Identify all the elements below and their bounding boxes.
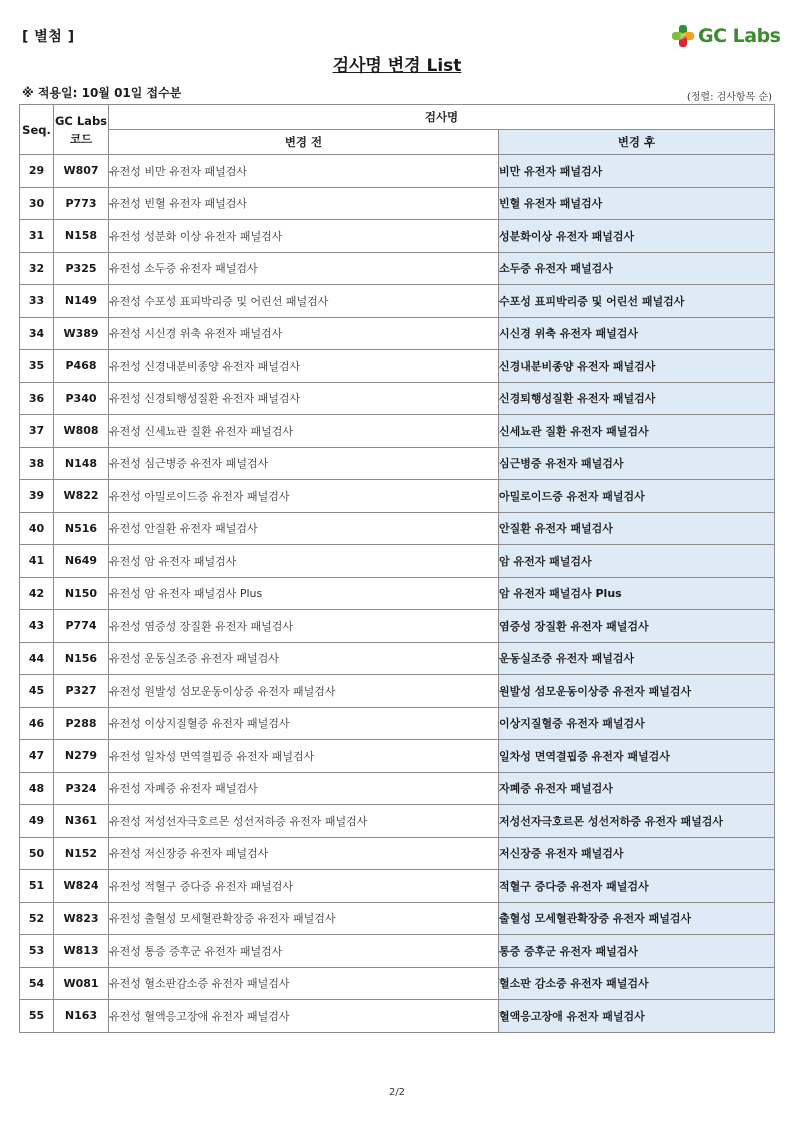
row-before-name: 유전성 통증 증후군 유전자 패널검사 — [109, 935, 499, 968]
row-code: P325 — [54, 252, 109, 285]
row-before-name: 유전성 안질환 유전자 패널검사 — [109, 512, 499, 545]
row-seq: 51 — [20, 870, 54, 903]
table-row — [20, 935, 775, 968]
table-row — [20, 382, 775, 415]
row-code: P774 — [54, 610, 109, 643]
row-before-name: 유전성 저성선자극호르몬 성선저하증 유전자 패널검사 — [109, 805, 499, 838]
row-after-name: 운동실조증 유전자 패널검사 — [499, 642, 775, 675]
row-seq: 53 — [20, 935, 54, 968]
row-after-name: 빈혈 유전자 패널검사 — [499, 187, 775, 220]
row-after-name: 안질환 유전자 패널검사 — [499, 512, 775, 545]
table-row — [20, 870, 775, 903]
row-before-name: 유전성 신경퇴행성질환 유전자 패널검사 — [109, 382, 499, 415]
row-after-name: 암 유전자 패널검사 — [499, 545, 775, 578]
row-before-name: 유전성 출혈성 모세혈관확장증 유전자 패널검사 — [109, 902, 499, 935]
attachment-label: [ 별첨 ] — [22, 29, 75, 45]
row-after-name: 이상지질혈증 유전자 패널검사 — [499, 707, 775, 740]
row-after-name: 자폐증 유전자 패널검사 — [499, 772, 775, 805]
table-row — [20, 805, 775, 838]
table-row — [20, 350, 775, 383]
row-before-name: 유전성 혈소판감소증 유전자 패널검사 — [109, 967, 499, 1000]
table-row — [20, 252, 775, 285]
test-name-change-table — [19, 104, 775, 1033]
row-code: W807 — [54, 155, 109, 188]
row-code: W823 — [54, 902, 109, 935]
row-after-name: 비만 유전자 패널검사 — [499, 155, 775, 188]
row-seq: 50 — [20, 837, 54, 870]
row-code: N516 — [54, 512, 109, 545]
row-seq: 54 — [20, 967, 54, 1000]
row-after-name: 일차성 면역결핍증 유전자 패널검사 — [499, 740, 775, 773]
row-seq: 45 — [20, 675, 54, 708]
row-seq: 37 — [20, 415, 54, 448]
header-before: 변경 전 — [109, 130, 499, 155]
row-code: P468 — [54, 350, 109, 383]
row-before-name: 유전성 수포성 표피박리증 및 어린선 패널검사 — [109, 285, 499, 318]
table-row — [20, 610, 775, 643]
row-before-name: 유전성 염증성 장질환 유전자 패널검사 — [109, 610, 499, 643]
row-seq: 34 — [20, 317, 54, 350]
row-before-name: 유전성 저신장증 유전자 패널검사 — [109, 837, 499, 870]
table-row — [20, 545, 775, 578]
row-before-name: 유전성 신세뇨관 질환 유전자 패널검사 — [109, 415, 499, 448]
row-after-name: 신경퇴행성질환 유전자 패널검사 — [499, 382, 775, 415]
table-row — [20, 187, 775, 220]
row-after-name: 심근병증 유전자 패널검사 — [499, 447, 775, 480]
row-before-name: 유전성 이상지질혈증 유전자 패널검사 — [109, 707, 499, 740]
row-seq: 33 — [20, 285, 54, 318]
row-after-name: 혈액응고장애 유전자 패널검사 — [499, 1000, 775, 1033]
row-before-name: 유전성 시신경 위축 유전자 패널검사 — [109, 317, 499, 350]
row-after-name: 저성선자극호르몬 성선저하증 유전자 패널검사 — [499, 805, 775, 838]
row-before-name: 유전성 성분화 이상 유전자 패널검사 — [109, 220, 499, 253]
table-row — [20, 317, 775, 350]
row-seq: 52 — [20, 902, 54, 935]
row-seq: 42 — [20, 577, 54, 610]
table-row — [20, 447, 775, 480]
row-after-name: 원발성 섬모운동이상증 유전자 패널검사 — [499, 675, 775, 708]
row-code: N163 — [54, 1000, 109, 1033]
row-seq: 40 — [20, 512, 54, 545]
row-code: W389 — [54, 317, 109, 350]
apply-date: ※ 적용일: 10월 01일 접수분 — [22, 86, 182, 100]
row-seq: 48 — [20, 772, 54, 805]
row-seq: 46 — [20, 707, 54, 740]
table-row — [20, 285, 775, 318]
table-row — [20, 772, 775, 805]
row-code: P773 — [54, 187, 109, 220]
row-code: N148 — [54, 447, 109, 480]
gc-cross-icon — [671, 24, 695, 48]
row-before-name: 유전성 적혈구 증다증 유전자 패널검사 — [109, 870, 499, 903]
table-body — [20, 155, 775, 1033]
row-seq: 39 — [20, 480, 54, 513]
header-code: GC Labs 코드 — [54, 105, 109, 155]
row-seq: 49 — [20, 805, 54, 838]
row-seq: 30 — [20, 187, 54, 220]
row-after-name: 출혈성 모세혈관확장증 유전자 패널검사 — [499, 902, 775, 935]
row-before-name: 유전성 암 유전자 패널검사 — [109, 545, 499, 578]
row-code: N279 — [54, 740, 109, 773]
row-before-name: 유전성 운동실조증 유전자 패널검사 — [109, 642, 499, 675]
row-code: P340 — [54, 382, 109, 415]
row-before-name: 유전성 혈액응고장애 유전자 패널검사 — [109, 1000, 499, 1033]
row-after-name: 통증 증후군 유전자 패널검사 — [499, 935, 775, 968]
row-before-name: 유전성 암 유전자 패널검사 Plus — [109, 577, 499, 610]
row-code: W813 — [54, 935, 109, 968]
table-row — [20, 902, 775, 935]
row-code: W808 — [54, 415, 109, 448]
row-after-name: 아밀로이드증 유전자 패널검사 — [499, 480, 775, 513]
row-seq: 36 — [20, 382, 54, 415]
row-code: P288 — [54, 707, 109, 740]
row-before-name: 유전성 비만 유전자 패널검사 — [109, 155, 499, 188]
row-code: N156 — [54, 642, 109, 675]
row-before-name: 유전성 아밀로이드증 유전자 패널검사 — [109, 480, 499, 513]
table-row — [20, 155, 775, 188]
row-code: N152 — [54, 837, 109, 870]
gc-labs-logo — [671, 24, 781, 48]
row-after-name: 수포성 표피박리증 및 어린선 패널검사 — [499, 285, 775, 318]
document-title: 검사명 변경 List — [332, 56, 462, 76]
row-seq: 35 — [20, 350, 54, 383]
row-seq: 55 — [20, 1000, 54, 1033]
row-code: W824 — [54, 870, 109, 903]
row-after-name: 적혈구 증다증 유전자 패널검사 — [499, 870, 775, 903]
row-after-name: 신세뇨관 질환 유전자 패널검사 — [499, 415, 775, 448]
table-row — [20, 220, 775, 253]
row-before-name: 유전성 일차성 면역결핍증 유전자 패널검사 — [109, 740, 499, 773]
row-code: N149 — [54, 285, 109, 318]
row-seq: 32 — [20, 252, 54, 285]
table-row — [20, 577, 775, 610]
row-seq: 41 — [20, 545, 54, 578]
table-row — [20, 707, 775, 740]
row-code: P324 — [54, 772, 109, 805]
row-seq: 29 — [20, 155, 54, 188]
row-after-name: 소두증 유전자 패널검사 — [499, 252, 775, 285]
table-row — [20, 642, 775, 675]
row-after-name: 염증성 장질환 유전자 패널검사 — [499, 610, 775, 643]
row-before-name: 유전성 신경내분비종양 유전자 패널검사 — [109, 350, 499, 383]
row-before-name: 유전성 원발성 섬모운동이상증 유전자 패널검사 — [109, 675, 499, 708]
table-row — [20, 740, 775, 773]
row-seq: 47 — [20, 740, 54, 773]
row-seq: 31 — [20, 220, 54, 253]
row-seq: 38 — [20, 447, 54, 480]
row-code: N150 — [54, 577, 109, 610]
row-after-name: 혈소판 감소증 유전자 패널검사 — [499, 967, 775, 1000]
row-code: N649 — [54, 545, 109, 578]
row-seq: 44 — [20, 642, 54, 675]
table-row — [20, 480, 775, 513]
header-test-name: 검사명 — [109, 105, 775, 130]
row-after-name: 암 유전자 패널검사 Plus — [499, 577, 775, 610]
table-row — [20, 675, 775, 708]
table-row — [20, 837, 775, 870]
page-number: 2/2 — [388, 1087, 406, 1098]
row-before-name: 유전성 빈혈 유전자 패널검사 — [109, 187, 499, 220]
row-before-name: 유전성 자폐증 유전자 패널검사 — [109, 772, 499, 805]
sort-note: (정렬: 검사항목 순) — [686, 92, 772, 103]
row-code: N361 — [54, 805, 109, 838]
row-after-name: 성분화이상 유전자 패널검사 — [499, 220, 775, 253]
row-before-name: 유전성 소두증 유전자 패널검사 — [109, 252, 499, 285]
header-after: 변경 후 — [499, 130, 775, 155]
row-code: P327 — [54, 675, 109, 708]
table-row — [20, 1000, 775, 1033]
row-after-name: 저신장증 유전자 패널검사 — [499, 837, 775, 870]
row-after-name: 신경내분비종양 유전자 패널검사 — [499, 350, 775, 383]
row-code: N158 — [54, 220, 109, 253]
row-before-name: 유전성 심근병증 유전자 패널검사 — [109, 447, 499, 480]
logo-text: GC Labs — [698, 25, 781, 47]
header-seq: Seq. — [20, 105, 54, 155]
table-row — [20, 415, 775, 448]
row-seq: 43 — [20, 610, 54, 643]
row-code: W081 — [54, 967, 109, 1000]
table-row — [20, 512, 775, 545]
row-after-name: 시신경 위축 유전자 패널검사 — [499, 317, 775, 350]
row-code: W822 — [54, 480, 109, 513]
table-row — [20, 967, 775, 1000]
